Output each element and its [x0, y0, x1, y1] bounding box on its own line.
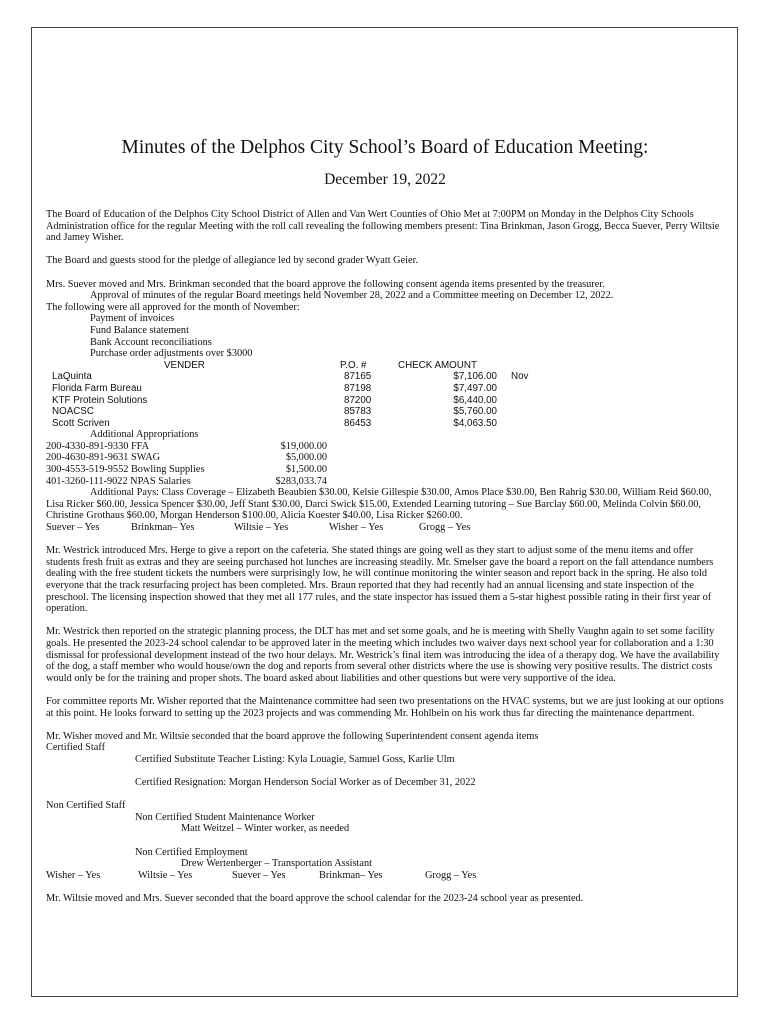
approved-item: Fund Balance statement — [90, 324, 189, 336]
vote-roll-call — [46, 870, 726, 882]
vendor-row — [46, 395, 726, 407]
vendor-po: 87165 — [344, 371, 372, 383]
page-title: Minutes of the Delphos City School’s Board of Education Meeting: — [121, 137, 649, 158]
appropriation-amount: $5,000.00 — [285, 452, 327, 464]
vendor-name: KTF Protein Solutions — [52, 394, 148, 406]
strategic-report: Mr. Westrick then reported on the strategic planning process, the DLT has met and set some goals, and he is meeting with Shelly Vaughn again to set some facility goals. He presented the 2023-24 school calendar to be approved later in the meeting which includes two waiver days next school year for collaboration and a 1:30 dismissal for professional development instead of the two hour delays. Mr. Westrick’s final item was introducing the idea of a therapy dog. We have the availability of the dog, a staff member who would house/own the dog and reports from several other districts where the use is showing very positive results. The district costs would only be for the training and proper shots. The board asked about liabilities and other questions but were very supportive of the idea. — [46, 626, 720, 684]
appropriation-amount: $1,500.00 — [285, 464, 327, 476]
approved-item: Payment of invoices — [90, 313, 175, 325]
committee-report: For committee reports Mr. Wisher reported that the Maintenance committee had seen two presentations on the HVAC systems, but we are just looking at our options at this point. He looks forward to setting up the 2023 projects and was commending Mr. Hohlbein on his work thus far directing the maintenance department. — [46, 695, 724, 719]
appropriation-row — [46, 476, 726, 488]
vendor-row — [46, 383, 726, 395]
vendor-name: Florida Farm Bureau — [52, 382, 142, 394]
appropriation-account: 401-3260-111-9022 NPAS Salaries — [46, 475, 191, 487]
appropriation-row — [46, 452, 726, 464]
vendor-name: NOACSC — [52, 406, 94, 418]
header-po: P.O. # — [340, 359, 367, 371]
vendor-po: 86453 — [344, 417, 372, 429]
vote-entry: Suever – Yes — [46, 522, 100, 534]
vendor-amount: $7,106.00 — [453, 371, 497, 383]
header-vender: VENDER — [164, 359, 205, 371]
vote-entry: Wisher – Yes — [329, 522, 384, 534]
approved-item: Purchase order adjustments over $3000 — [90, 348, 253, 360]
vote-entry: Wiltsie – Yes — [234, 522, 289, 534]
appropriation-account: 200-4330-891-9330 FFA — [46, 440, 150, 452]
vendor-name: LaQuinta — [52, 371, 92, 383]
certified-staff-heading: Certified Staff — [46, 742, 106, 754]
vendor-po: 85783 — [344, 406, 372, 418]
meeting-date: December 19, 2022 — [324, 171, 446, 188]
vendor-amount: $7,497.00 — [453, 382, 497, 394]
additional-pays: Additional Pays: Class Coverage – Elizabeth Beaubien $30.00, Kelsie Gillespie $30.00, Amos Place $30.00, Ben Rahrig $30.00, William Reid $60.00, Lisa Ricker $60.00, Jessica Spencer $30.00, Jeff Stant $30.00, Darci Swick $15.00, Extended Learning tutoring – Sue Barclay $60.00, Melinda Colvin $60.00, Christine Grothaus $60.00, Morgan Henderson $100.00, Alicia Koester $40.00, Lisa Ricker $260.00. — [46, 487, 712, 522]
approved-item: Bank Account reconciliations — [90, 336, 212, 348]
certified-substitute: Certified Substitute Teacher Listing: Kyla Louagie, Samuel Goss, Karlie Ulm — [135, 753, 455, 765]
vote-entry: Wiltsie – Yes — [138, 869, 193, 881]
vendor-table-header — [46, 360, 726, 372]
appropriation-row — [46, 441, 726, 453]
header-check-amount: CHECK AMOUNT — [398, 359, 477, 371]
appropriation-row — [46, 464, 726, 476]
vendor-po: 87200 — [344, 394, 372, 406]
vendor-amount: $4,063.50 — [453, 417, 497, 429]
appropriation-account: 300-4553-519-9552 Bowling Supplies — [46, 464, 205, 476]
approved-heading: The following were all approved for the month of November: — [46, 301, 300, 313]
intro-paragraph: The Board of Education of the Delphos City School District of Allen and Van Wert Counties of Ohio Met at 7:00PM on Monday in the Delphos City Schools Administration office for the regular Meeting with the roll call revealing the following members present: Tina Brinkman, Jason Grogg, Becca Suever, Perry Wiltsie and Jamey Wisher. — [46, 209, 720, 244]
noncertified-employment-name: Drew Wertenberger – Transportation Assistant — [181, 858, 372, 870]
minutes-body — [46, 209, 726, 905]
vote-entry: Grogg – Yes — [425, 869, 477, 881]
vendor-row — [46, 371, 726, 383]
noncertified-maintenance: Non Certified Student Maintenance Worker — [135, 811, 315, 823]
vote-entry: Brinkman– Yes — [319, 869, 383, 881]
minutes-approval: Approval of minutes of the regular Board meetings held November 28, 2022 and a Committee meeting on December 12, 2022. — [90, 290, 614, 302]
noncertified-maintenance-name: Matt Weitzel – Winter worker, as needed — [181, 823, 350, 835]
certified-resignation: Certified Resignation: Morgan Henderson Social Worker as of December 31, 2022 — [135, 777, 476, 789]
appropriation-amount: $19,000.00 — [280, 440, 327, 452]
appropriation-amount: $283,033.74 — [275, 475, 327, 487]
appropriation-account: 200-4630-891-9631 SWAG — [46, 452, 161, 464]
vendor-amount: $5,760.00 — [453, 406, 497, 418]
superintendent-motion: Mr. Wisher moved and Mr. Wiltsie seconded that the board approve the following Superintendent consent agenda items — [46, 730, 539, 742]
vendor-amount: $6,440.00 — [453, 394, 497, 406]
vendor-month: Nov — [511, 371, 529, 383]
vendor-po: 87198 — [344, 382, 372, 394]
vendor-row — [46, 406, 726, 418]
vendor-name: Scott Scriven — [52, 417, 110, 429]
cafeteria-report: Mr. Westrick introduced Mrs. Herge to give a report on the cafeteria. She stated things are going well as they start to adjust some of the menu items and offer students fresh fruit as extras and they are seeing purchased hot lunches are increasing steadily. Mr. Smelser gave the board a report on the fall attendance numbers dealing with the free student tickets the numbers were surprisingly low, he will continue monitoring the winter season and report back in the spring. He also told everyone that the track resurfacing project has been completed. Mrs. Braun reported that they had recently had an annual licensing and state inspection of the preschool. The licensing inspection showed that they met all 177 rules, and the state inspector has issued them a 5-star highest possible rating in their first year of operation. — [46, 545, 714, 615]
appropriations-heading: Additional Appropriations — [90, 429, 199, 441]
vendor-row — [46, 418, 726, 430]
vote-entry: Grogg – Yes — [419, 522, 471, 534]
calendar-motion: Mr. Wiltsie moved and Mrs. Suever seconded that the board approve the school calendar for the 2023-24 school year as presented. — [46, 893, 584, 905]
vote-entry: Brinkman– Yes — [131, 522, 195, 534]
noncertified-employment: Non Certified Employment — [135, 846, 248, 858]
vote-entry: Suever – Yes — [232, 869, 286, 881]
consent-motion: Mrs. Suever moved and Mrs. Brinkman seconded that the board approve the following consent agenda items presented by the treasurer. — [46, 278, 605, 290]
pledge-paragraph: The Board and guests stood for the pledge of allegiance led by second grader Wyatt Geier. — [46, 255, 419, 267]
vote-entry: Wisher – Yes — [46, 869, 101, 881]
vote-roll-call — [46, 522, 726, 534]
noncertified-staff-heading: Non Certified Staff — [46, 800, 126, 812]
